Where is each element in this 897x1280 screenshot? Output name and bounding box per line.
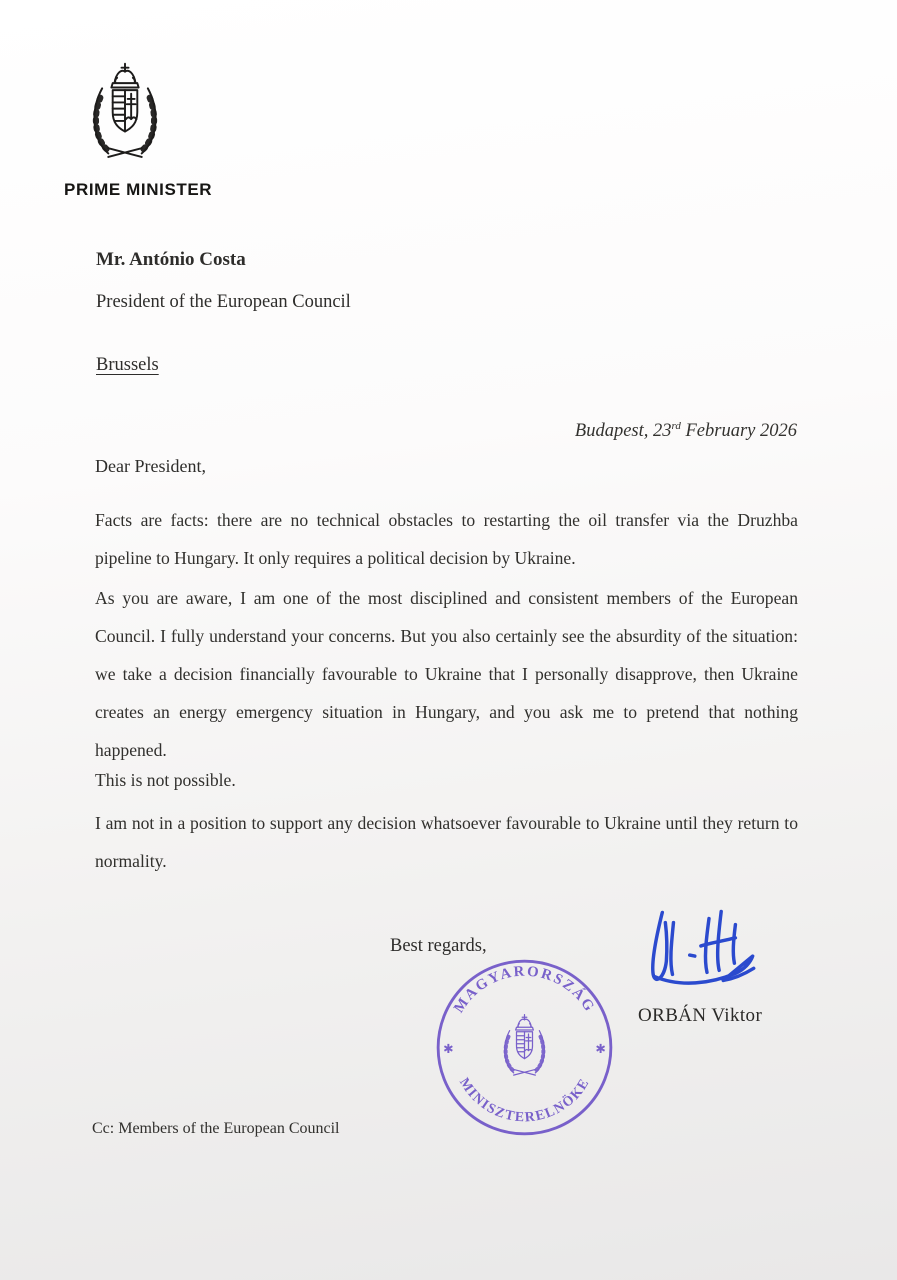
stamp-top-text: MAGYARORSZÁG (450, 963, 599, 1016)
body-paragraph: Facts are facts: there are no technical obstacles to restarting the oil transfer via the Druzhba pipeline to Hungary. It only requires a political decision by Ukraine. (95, 510, 798, 568)
dateline-rest: February 2026 (680, 421, 797, 442)
body-paragraph: As you are aware, I am one of the most disciplined and consistent members of the European Council. I fully understand your concerns. But you also certainly see the absurdity of the situation: we take a decision financially favourable to Ukraine that I personally disapprove, then Ukraine creates an energy emergency situation in Hungary, and you ask me to pretend that nothing happened. (95, 588, 798, 760)
letterhead-title: PRIME MINISTER (64, 180, 213, 199)
signer-name: ORBÁN Viktor (638, 1005, 763, 1026)
stamp-bottom-text: MINISZTERELNÖKE (455, 1075, 593, 1126)
dateline-ordinal: rd (671, 420, 681, 432)
body-paragraph: This is not possible. (95, 770, 236, 790)
dateline-city-day: Budapest, 23 (574, 421, 672, 442)
stamp-coat-of-arms-icon (505, 1015, 545, 1076)
recipient-city: Brussels (96, 355, 159, 375)
salutation: Dear President, (95, 456, 206, 476)
prime-minister-stamp-icon (435, 958, 614, 1137)
recipient-name: Mr. António Costa (96, 249, 246, 270)
body-paragraph: I am not in a position to support any decision whatsoever favourable to Ukraine until they return to normality. (95, 813, 798, 871)
svg-text:MAGYARORSZÁG (451, 964, 598, 1016)
dateline (575, 420, 797, 442)
cc-line: Cc: Members of the European Council (92, 1120, 340, 1137)
hungarian-coat-of-arms-icon (80, 62, 170, 164)
stamp-star-right: ✱ (595, 1041, 606, 1056)
recipient-role: President of the European Council (96, 292, 351, 312)
orban-signature-icon (642, 898, 774, 1000)
stamp-star-left: ✱ (443, 1041, 454, 1056)
closing-regards: Best regards, (390, 936, 487, 956)
